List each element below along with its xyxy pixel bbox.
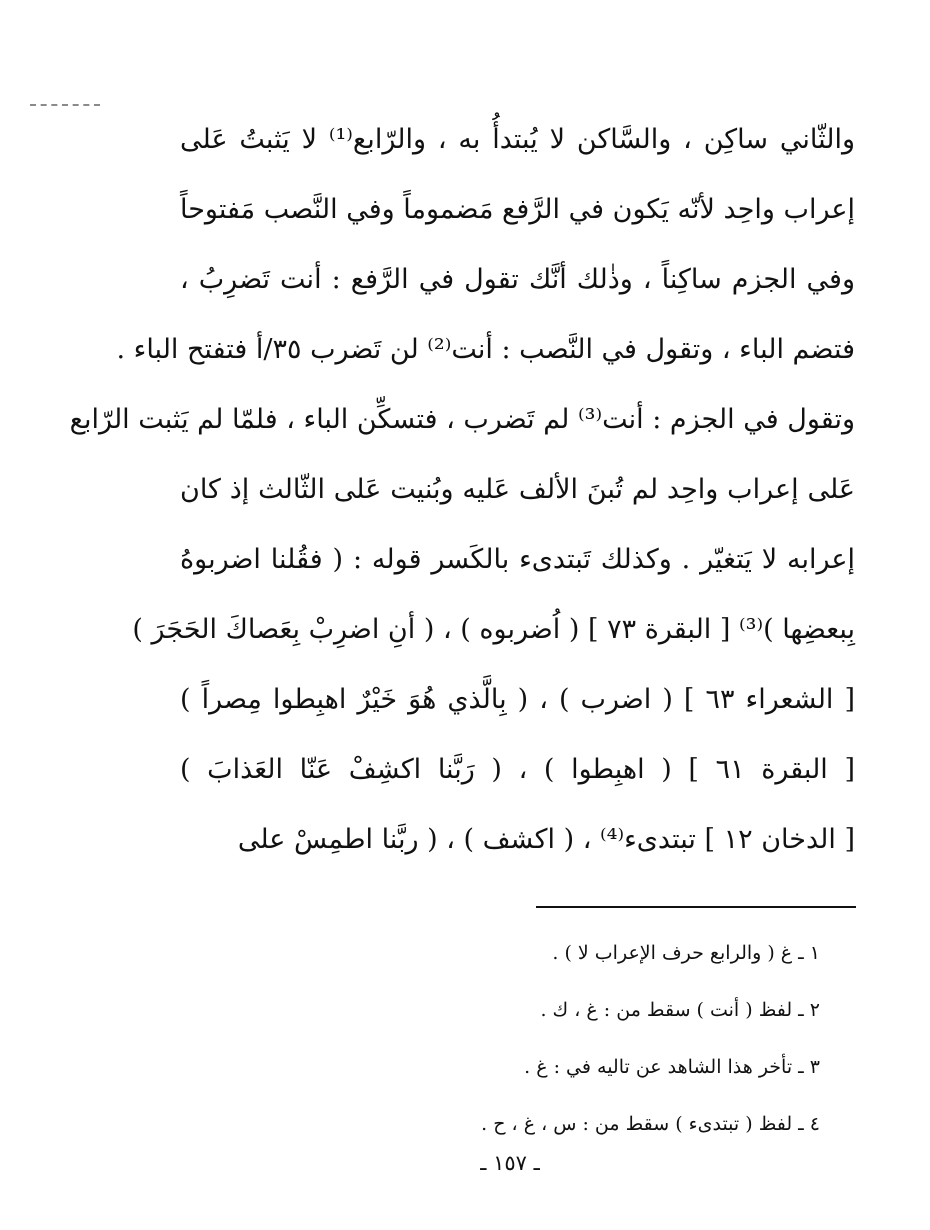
text-line: وفي الجزم ساكِناً ، وذٰلك أنَّك تقول في الرَّفع : أنت تَضرِبُ ، <box>180 264 855 295</box>
text-line: فتضم الباء ، وتقول في النَّصب : أنت⁽²⁾ لن تَضرب ٣٥/أ فتفتح الباء . <box>116 334 855 365</box>
margin-dash-mark <box>30 104 100 108</box>
text-line: [ الدخان ١٢ ] تبتدىء⁽⁴⁾ ، ( اكشف ) ، ( ربَّنا اطمِسْ على <box>237 824 855 855</box>
text-line: [ الشعراء ٦٣ ] ( اضرب ) ، ( بِالَّذي هُوَ خَيْرٌ اهبِطوا مِصراً ) <box>180 684 855 715</box>
text-line: إعراب واحِد لأنّه يَكون في الرَّفع مَضموماً وفي النَّصب مَفتوحاً <box>180 194 855 225</box>
footnote-item: ٤ ـ لفظ ( تبتدىء ) سقط من : س ، غ ، ح . <box>481 1113 820 1135</box>
main-text-block <box>69 112 856 882</box>
footnote-item: ١ ـ غ ( والرابع حرف الإعراب لا ) . <box>552 942 820 964</box>
text-line: عَلى إعراب واحِد لم تُبنَ الألف عَليه وبُنيت عَلى الثّالث إذ كان <box>180 474 855 505</box>
footnote-item: ٢ ـ لفظ ( أنت ) سقط من : غ ، ك . <box>540 999 820 1021</box>
text-line: والثّاني ساكِن ، والسَّاكن لا يُبتدأُ به ، والرّابع⁽¹⁾ لا يَثبتُ عَلى <box>180 124 856 155</box>
page-number: ـ ١٥٧ ـ <box>480 1151 540 1175</box>
text-line: [ البقرة ٦١ ] ( اهبِطوا ) ، ( رَبَّنا اكشِفْ عَنّا العَذابَ ) <box>180 754 855 785</box>
text-line: إعرابه لا يَتغيّر . وكذلك تَبتدىء بالكَسر قوله : ( فقُلنا اضربوهُ <box>180 544 855 575</box>
text-line: وتقول في الجزم : أنت⁽³⁾ لم تَضرب ، فتسكِّن الباء ، فلمّا لم يَثبت الرّابع <box>69 404 855 435</box>
text-line: بِبعضِها )⁽³⁾ [ البقرة ٧٣ ] ( اُضربوه ) ، ( أنِ اضرِبْ بِعَصاكَ الحَجَرَ ) <box>132 614 855 645</box>
footnote-separator <box>536 906 856 908</box>
footnotes-block <box>380 928 820 1156</box>
footnote-item: ٣ ـ تأخر هذا الشاهد عن تاليه في : غ . <box>524 1056 820 1078</box>
